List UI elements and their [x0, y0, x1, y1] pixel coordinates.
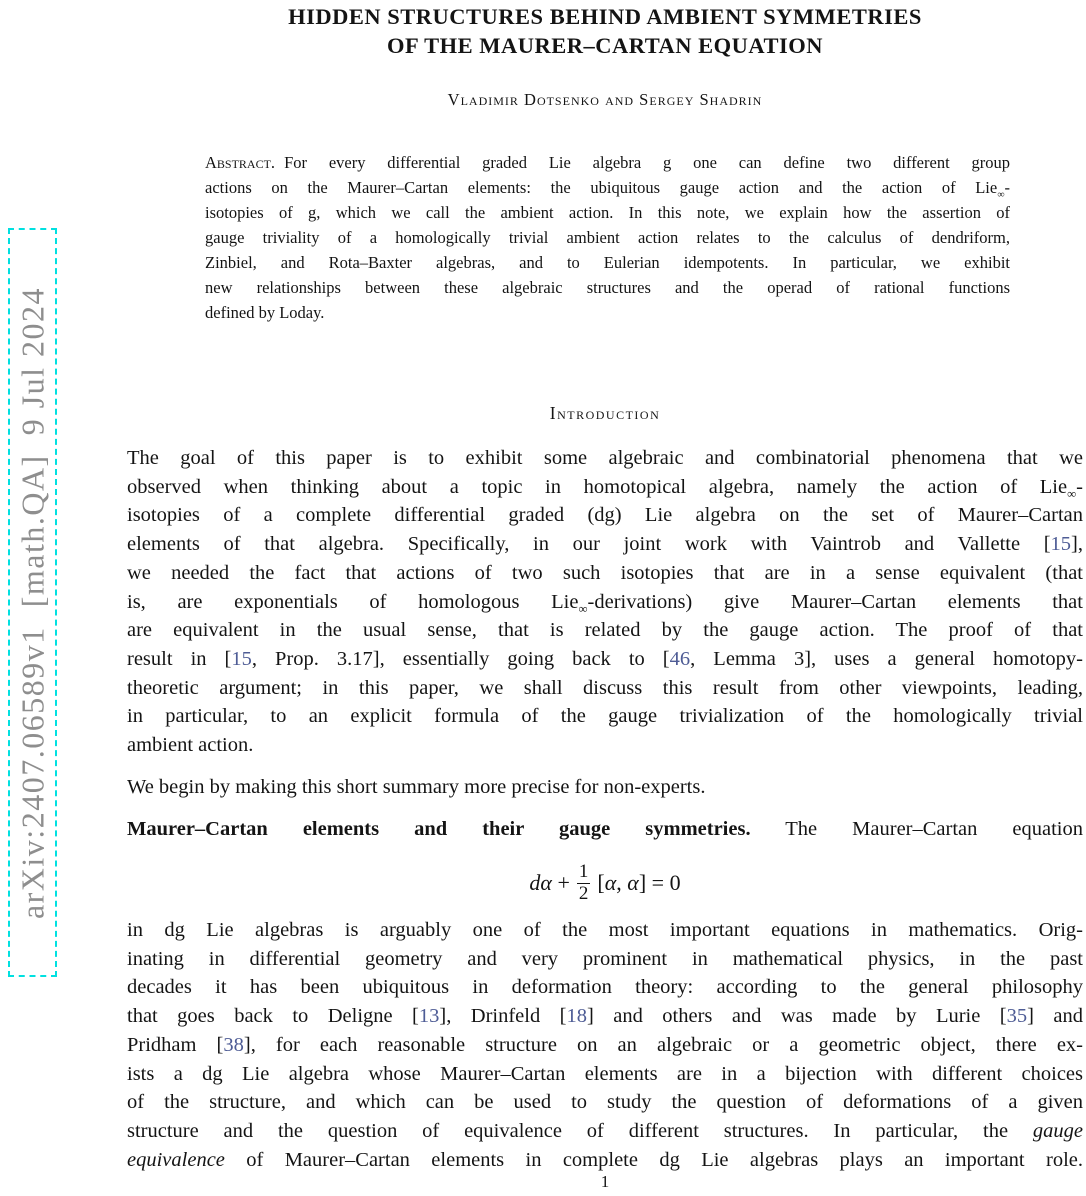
- text-line: gauge triviality of a homologically trivial ambient action relates to the calculus of dendriform,: [205, 228, 1010, 247]
- text-line: are equivalent in the usual sense, that is related by the gauge action. The proof of that: [127, 619, 1083, 642]
- text-line: result in [15, Prop. 3.17], essentially going back to [46, Lemma 3], uses a general homotopy-: [127, 647, 1083, 670]
- text-line: we needed the fact that actions of two such isotopies that are in a sense equivalent (that: [127, 561, 1083, 584]
- text-line: ists a dg Lie algebra whose Maurer–Cartan elements are in a bijection with different choices: [127, 1062, 1083, 1085]
- text-line: ambient action.: [127, 734, 254, 757]
- intro-paragraph-1: [127, 444, 1083, 760]
- abstract-first-line: [205, 150, 1010, 175]
- text-line: equivalence of Maurer–Cartan elements in complete dg Lie algebras plays an important role.: [127, 1148, 1083, 1171]
- paper-title: [127, 2, 1083, 60]
- page-content: [127, 0, 1083, 1196]
- citation-link[interactable]: 46: [669, 647, 691, 670]
- text-line: new relationships between these algebraic structures and the operad of rational functions: [205, 278, 1010, 297]
- page-number: 1: [600, 1172, 610, 1191]
- text-line: is, are exponentials of homologous Lie$_\infty$-derivations) give Maurer–Cartan elements that: [127, 590, 1083, 616]
- text-line: elements of that algebra. Specifically, in our joint work with Vaintrob and Vallette [15],: [127, 533, 1083, 556]
- text-line: actions on the Maurer–Cartan elements: the ubiquitous gauge action and the action of Lie$_\infty$-: [205, 178, 1010, 201]
- paper-title-line1: HIDDEN STRUCTURES BEHIND AMBIENT SYMMETRIES: [288, 4, 922, 29]
- subsection-heading-rest: The Maurer–Cartan equation: [785, 818, 1084, 840]
- fraction-one-half: [577, 862, 591, 905]
- paper-title-line2: OF THE MAURER–CARTAN EQUATION: [386, 33, 824, 58]
- subsection-heading-maurer-cartan: [127, 815, 1083, 844]
- text-line: in dg Lie algebras is arguably one of the most important equations in mathematics. Orig-: [127, 919, 1083, 941]
- abstract-label: Abstract.: [205, 153, 276, 172]
- text-line: defined by Loday.: [205, 303, 325, 322]
- arxiv-watermark-text: arXiv:2407.06589v1 [math.QA] 9 Jul 2024: [14, 286, 50, 919]
- equation-lhs: dα +: [529, 870, 570, 895]
- intro-paragraph-3: [127, 916, 1083, 1174]
- equation-rhs: [α, α] = 0: [597, 870, 681, 895]
- citation-link[interactable]: 35: [1006, 1005, 1028, 1028]
- citation-link[interactable]: 15: [231, 647, 252, 670]
- text-line: Zinbiel, and Rota–Baxter algebras, and to Eulerian idempotents. In particular, we exhibit: [205, 253, 1010, 272]
- section-heading-introduction: Introduction: [549, 403, 661, 423]
- text-line: in particular, to an explicit formula of the gauge trivialization of the homologically trivial: [127, 705, 1083, 728]
- citation-link[interactable]: 38: [223, 1033, 244, 1056]
- maurer-cartan-equation: [127, 852, 1083, 914]
- text-line: isotopies of a complete differential graded (dg) Lie algebra on the set of Maurer–Cartan: [127, 504, 1083, 527]
- intro-paragraph-2: [127, 773, 1083, 802]
- text-line: structure and the question of equivalence of different structures. In particular, the gauge: [127, 1119, 1083, 1142]
- text-line: The goal of this paper is to exhibit some algebraic and combinatorial phenomena that we: [127, 447, 1083, 469]
- abstract-lines: [205, 175, 1010, 325]
- abstract: [205, 150, 1010, 325]
- fraction-denominator: 2: [578, 882, 589, 904]
- text-line: inating in differential geometry and very prominent in mathematical physics, in the past: [127, 947, 1083, 970]
- text-line: decades it has been ubiquitous in deformation theory: according to the general philosophy: [127, 976, 1083, 999]
- citation-link[interactable]: 13: [418, 1005, 440, 1028]
- text-line: observed when thinking about a topic in homotopical algebra, namely the action of Lie$_\infty$-: [127, 475, 1083, 501]
- fraction-numerator: 1: [578, 860, 589, 882]
- text-line: We begin by making this short summary more precise for non-experts.: [127, 776, 706, 798]
- authors: Vladimir Dotsenko and Sergey Shadrin: [447, 90, 763, 109]
- abstract-first-line-text: For every differential graded Lie algebra g one can define two different group: [284, 153, 1010, 172]
- text-line: that goes back to Deligne [13], Drinfeld [18] and others and was made by Lurie [35] and: [127, 1005, 1083, 1028]
- citation-link[interactable]: 15: [1050, 533, 1072, 556]
- text-line: Pridham [38], for each reasonable structure on an algebraic or a geometric object, there ex-: [127, 1033, 1083, 1056]
- subsection-heading-bold: Maurer–Cartan elements and their gauge symmetries.: [127, 818, 751, 840]
- text-line: theoretic argument; in this paper, we shall discuss this result from other viewpoints, leading,: [127, 676, 1083, 699]
- text-line: isotopies of g, which we call the ambient action. In this note, we explain how the assertion of: [205, 203, 1010, 222]
- text-line: of the structure, and which can be used to study the question of deformations of a given: [127, 1091, 1083, 1114]
- arxiv-watermark-box: [8, 228, 57, 977]
- citation-link[interactable]: 18: [566, 1005, 587, 1028]
